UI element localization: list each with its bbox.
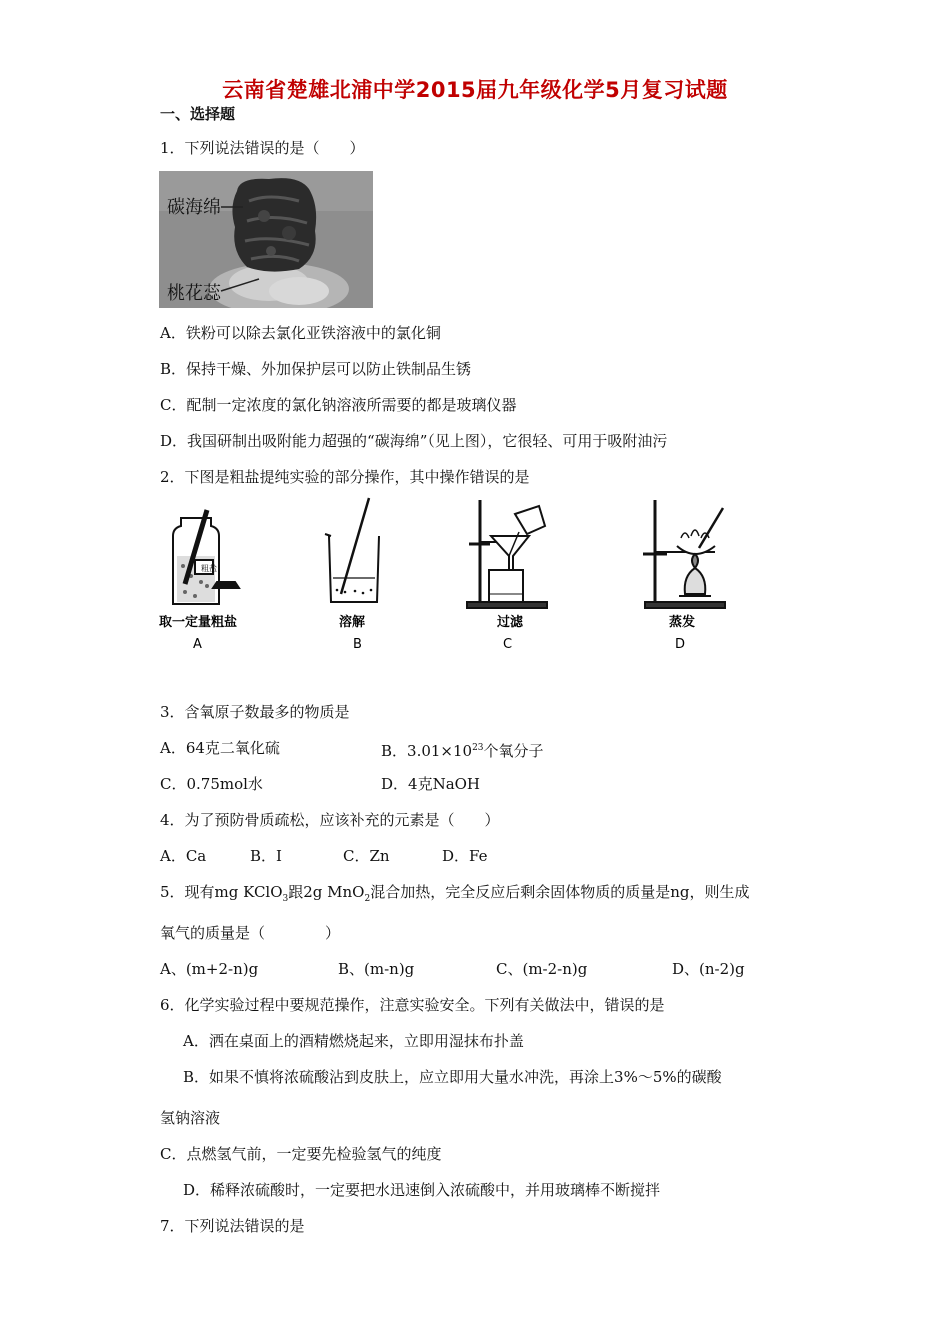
letter-a: A [193,637,202,652]
photo-label-stamen: 桃花蕊 [167,283,221,304]
q5-option-d: D、(n-2)g [672,960,745,978]
carbon-sponge-photo [159,171,373,308]
letter-b: B [353,637,362,652]
q4-option-a: A．Ca [160,847,207,865]
question-7-stem: 7．下列说法错误的是 [160,1217,305,1235]
q5-option-a: A、(m+2-n)g [160,960,259,978]
q6-option-a: A．洒在桌面上的酒精燃烧起来，立即用湿抹布扑盖 [183,1032,524,1050]
q5-option-c: C、(m-2-n)g [496,960,588,978]
q3-option-a: A．64克二氧化硫 [160,739,280,757]
question-1-stem: 1．下列说法错误的是（ ） [160,139,365,157]
q1-option-c: C．配制一定浓度的氯化钠溶液所需要的都是玻璃仪器 [160,396,517,414]
q1-option-a: A．铁粉可以除去氯化亚铁溶液中的氯化铜 [160,324,441,342]
q6-option-b-cont: 氢钠溶液 [160,1109,221,1127]
q5-option-b: B、(m-n)g [338,960,415,978]
q6-option-d: D．稀释浓硫酸时，一定要把水迅速倒入浓硫酸中，并用玻璃棒不断搅拌 [183,1181,661,1199]
question-3-stem: 3．含氧原子数最多的物质是 [160,703,350,721]
letter-d: D [675,637,686,652]
apparatus-b-beaker [325,498,379,602]
question-5-stem: 5．现有mg KClO$_3$跟2g MnO$_2$混合加热，完全反应后剩余固体物质的质量是ng，则生成 [160,883,750,904]
apparatus-d-evaporation [643,500,725,608]
caption-a: 取一定量粗盐 [159,615,238,630]
caption-b: 溶解 [339,615,366,630]
q1-option-d: D．我国研制出吸附能力超强的“碳海绵”（见上图），它很轻、可用于吸附油污 [160,432,668,450]
q3-option-d: D．4克NaOH [381,775,481,793]
apparatus-a-jar [173,510,239,604]
caption-c: 过滤 [497,615,524,630]
q4-option-b: B．I [250,847,282,865]
question-6-stem: 6．化学实验过程中要规范操作，注意实验安全。下列有关做法中，错误的是 [160,996,665,1014]
question-4-stem: 4．为了预防骨质疏松，应该补充的元素是（ ） [160,811,500,829]
q6-option-b: B．如果不慎将浓硫酸沾到皮肤上，应立即用大量水冲洗，再涂上3%～5%的碳酸 [183,1068,722,1086]
photo-label-sponge: 碳海绵 [167,197,221,218]
page-title: 云南省楚雄北浦中学2015届九年级化学5月复习试题 [222,78,728,102]
caption-d: 蒸发 [669,615,696,630]
question-2-stem: 2．下图是粗盐提纯实验的部分操作，其中操作错误的是 [160,468,530,486]
q4-option-c: C．Zn [343,847,390,865]
q1-option-b: B．保持干燥、外加保护层可以防止铁制品生锈 [160,360,472,378]
q4-option-d: D．Fe [442,847,488,865]
question-5-stem-cont: 氧气的质量是（ ） [160,924,341,942]
q3-option-c: C．0.75mol水 [160,775,263,793]
jar-label: 粗盐 [201,564,217,573]
letter-c: C [503,637,513,652]
apparatus-c-filtration [467,500,547,608]
salt-purification-diagram [155,496,755,656]
q6-option-c: C．点燃氢气前，一定要先检验氢气的纯度 [160,1145,442,1163]
section-heading: 一、选择题 [160,105,236,123]
q3-option-b: B．$3.01\times 10^{23}$个氧分子 [381,742,544,760]
